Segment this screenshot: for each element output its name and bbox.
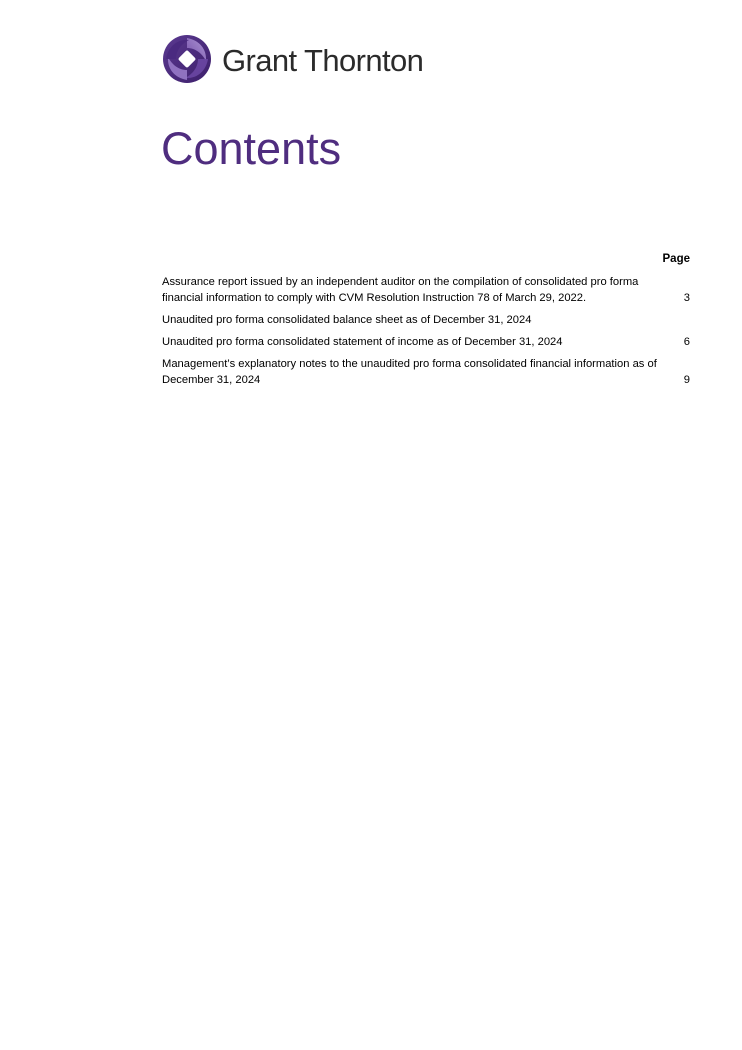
toc-entry-label: Unaudited pro forma consolidated balance sheet as of December 31, 2024: [162, 314, 532, 326]
toc-entry-page: 9: [683, 374, 690, 386]
toc-entry-page: 6: [683, 336, 690, 348]
company-logo: [162, 34, 423, 84]
toc-entry: [162, 274, 690, 306]
toc-entry-label: Management’s explanatory notes to the unaudited pro forma consolidated financial information as of December 31, 2024: [162, 358, 657, 386]
page-title: Contents: [161, 123, 342, 174]
table-of-contents: [162, 252, 690, 394]
toc-entry-page: 3: [683, 292, 690, 304]
toc-entry: [162, 356, 690, 388]
grant-thornton-swirl-icon: [162, 34, 212, 84]
brand-name: Grant Thornton: [222, 42, 424, 78]
toc-entry: [162, 312, 690, 328]
page-column-header: Page: [662, 253, 690, 265]
toc-entry-label: Assurance report issued by an independent auditor on the compilation of consolidated pro forma financial information to comply with CVM Resolution Instruction 78 of March 29, 2022.: [162, 276, 639, 304]
toc-entry-label: Unaudited pro forma consolidated statement of income as of December 31, 2024: [162, 336, 563, 348]
toc-entry: [162, 334, 690, 350]
